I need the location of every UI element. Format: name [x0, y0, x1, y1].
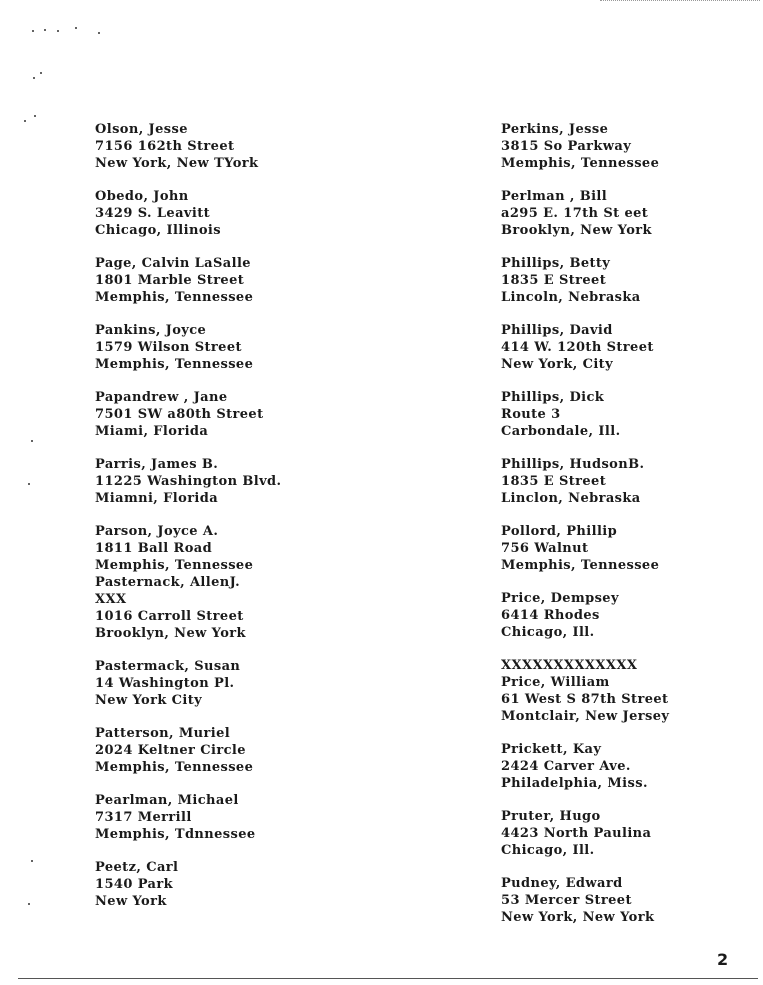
address-entry: [95, 456, 395, 507]
entry-name: Pastermack, Susan: [95, 659, 241, 674]
entry-address-line: 61 West S 87th Street: [501, 692, 669, 707]
address-entry: [501, 523, 763, 574]
entry-address-line: Lincoln, Nebraska: [501, 290, 641, 305]
entry-address-line: Brooklyn, New York: [501, 223, 652, 238]
entry-address-line: 1016 Carroll Street: [95, 609, 244, 624]
entry-address-line: 3815 So Parkway: [501, 139, 632, 154]
entry-address-line: Chicago, Ill.: [501, 843, 595, 858]
entry-name: Pankins, Joyce: [95, 323, 207, 338]
scan-speck: [32, 30, 34, 32]
entry-name: Pudney, Edward: [501, 876, 623, 891]
address-entry: [501, 657, 763, 725]
entry-name: Phillips, Betty: [501, 256, 611, 271]
entry-name: Pruter, Hugo: [501, 809, 601, 824]
entry-address-line: 53 Mercer Street: [501, 893, 632, 908]
scan-speck: [33, 77, 35, 79]
address-entry: [95, 322, 395, 373]
scan-speck: [24, 120, 26, 122]
entry-name: Phillips, HudsonB.: [501, 457, 645, 472]
entry-name: Prickett, Kay: [501, 742, 602, 757]
entry-name: Parris, James B.: [95, 457, 219, 472]
address-entry: [95, 725, 395, 776]
entry-address-line: Memphis, Tennessee: [501, 156, 660, 171]
entry-address-line: Memphis, Tennessee: [95, 558, 254, 573]
entry-name: Pollord, Phillip: [501, 524, 618, 539]
entry-address-line: 7501 SW a80th Street: [95, 407, 264, 422]
entry-address-line: 11225 Washington Blvd.: [95, 474, 282, 489]
entry-name: Olson, Jesse: [95, 122, 188, 137]
scan-speck: [31, 860, 33, 862]
address-entry: [95, 658, 395, 709]
address-entry: [95, 792, 395, 843]
right-address-column: [501, 121, 763, 942]
address-entry: [95, 121, 395, 172]
entry-name: Pearlman, Michael: [95, 793, 239, 808]
entry-name: Perkins, Jesse: [501, 122, 609, 137]
entry-name: Pasternack, AllenJ.: [95, 575, 241, 590]
entry-address-line: New York: [95, 894, 167, 909]
address-entry: [501, 121, 763, 172]
entry-address-line: Chicago, Illinois: [95, 223, 221, 238]
address-entry: [95, 188, 395, 239]
entry-address-line: Memphis, Tennessee: [95, 357, 254, 372]
entry-address-line: a295 E. 17th St eet: [501, 206, 649, 221]
entry-address-line: Philadelphia, Miss.: [501, 776, 648, 791]
entry-name: Peetz, Carl: [95, 860, 179, 875]
address-entry: [501, 255, 763, 306]
entry-address-line: 3429 S. Leavitt: [95, 206, 211, 221]
entry-name: Phillips, David: [501, 323, 613, 338]
entry-address-line: Brooklyn, New York: [95, 626, 246, 641]
entry-address-line: 2024 Keltner Circle: [95, 743, 246, 758]
address-entry: [95, 523, 395, 574]
entry-address-line: Memphis, Tennessee: [95, 290, 254, 305]
scan-speck: [57, 30, 59, 32]
scan-speck: [75, 27, 77, 29]
top-dotted-rule: [600, 0, 760, 2]
address-entry: [501, 188, 763, 239]
entry-address-line: 756 Walnut: [501, 541, 589, 556]
entry-address-line: 6414 Rhodes: [501, 608, 600, 623]
entry-address-line: Route 3: [501, 407, 561, 422]
scan-speck: [31, 440, 33, 442]
address-entry: [501, 808, 763, 859]
address-entry: [95, 859, 395, 910]
entry-address-line: Miamni, Florida: [95, 491, 219, 506]
entry-address-line: 2424 Carver Ave.: [501, 759, 631, 774]
entry-address-line: 1801 Marble Street: [95, 273, 245, 288]
address-entry: [501, 875, 763, 926]
scan-speck: [34, 115, 36, 117]
address-entry: [95, 389, 395, 440]
scan-speck: [40, 72, 42, 74]
entry-address-line: 7156 162th Street: [95, 139, 235, 154]
entry-address-line: 1835 E Street: [501, 273, 607, 288]
entry-name: Perlman , Bill: [501, 189, 608, 204]
entry-address-line: New York, City: [501, 357, 614, 372]
entry-name: Page, Calvin LaSalle: [95, 256, 251, 271]
entry-address-line: Montclair, New Jersey: [501, 709, 670, 724]
entry-address-line: New York, New TYork: [95, 156, 259, 171]
entry-name: Parson, Joyce A.: [95, 524, 219, 539]
entry-name: Price, Dempsey: [501, 591, 619, 606]
entry-address-line: 1811 Ball Road: [95, 541, 213, 556]
entry-address-line: New York, New York: [501, 910, 655, 925]
entry-address-line: Memphis, Tennessee: [95, 760, 254, 775]
entry-name: Phillips, Dick: [501, 390, 605, 405]
entry-address-line: Linclon, Nebraska: [501, 491, 641, 506]
entry-name: Obedo, John: [95, 189, 189, 204]
entry-name: Papandrew , Jane: [95, 390, 228, 405]
entry-address-line: 1540 Park: [95, 877, 174, 892]
entry-address-line: Miami, Florida: [95, 424, 209, 439]
address-entry: [501, 590, 763, 641]
address-entry: [95, 255, 395, 306]
entry-name: Patterson, Muriel: [95, 726, 231, 741]
entry-address-line: 1835 E Street: [501, 474, 607, 489]
entry-address-line: XXX: [95, 592, 127, 607]
entry-address-line: Carbondale, Ill.: [501, 424, 621, 439]
entry-address-line: Memphis, Tennessee: [501, 558, 660, 573]
address-entry: [501, 389, 763, 440]
scan-speck: [98, 32, 100, 34]
address-entry: [501, 322, 763, 373]
entry-address-line: 1579 Wilson Street: [95, 340, 242, 355]
left-address-column: [95, 121, 395, 926]
entry-address-line: 414 W. 120th Street: [501, 340, 654, 355]
entry-address-line: Price, William: [501, 675, 610, 690]
entry-address-line: Memphis, Tdnnessee: [95, 827, 256, 842]
entry-address-line: 4423 North Paulina: [501, 826, 652, 841]
scan-speck: [44, 29, 46, 31]
entry-address-line: Chicago, Ill.: [501, 625, 595, 640]
entry-address-line: 7317 Merrill: [95, 810, 192, 825]
entry-address-line: 14 Washington Pl.: [95, 676, 235, 691]
address-entry: [95, 574, 395, 642]
entry-address-line: New York City: [95, 693, 203, 708]
address-entry: [501, 741, 763, 792]
entry-name: XXXXXXXXXXXXX: [501, 658, 638, 673]
address-entry: [501, 456, 763, 507]
scan-speck: [28, 903, 30, 905]
scan-speck: [28, 483, 30, 485]
bottom-rule: [18, 978, 758, 979]
page-number: 2: [717, 950, 729, 969]
